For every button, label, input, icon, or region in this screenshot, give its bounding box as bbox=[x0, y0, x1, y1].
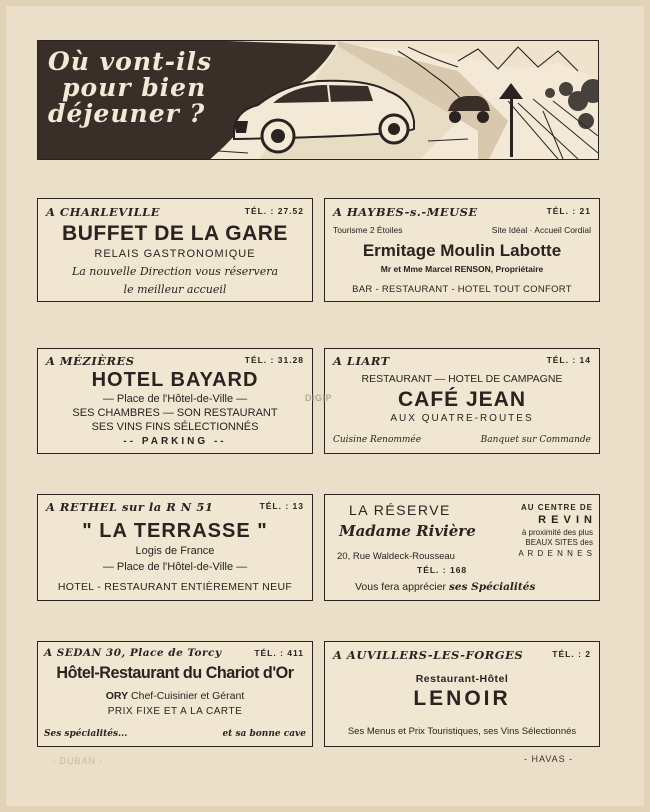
ad-owner: Mr et Mme Marcel RENSON, Propriétaire bbox=[380, 264, 544, 274]
ad-left-note: Tourisme 2 Étoiles bbox=[333, 225, 403, 235]
ad-right-note: Site Idéal · Accueil Cordial bbox=[491, 225, 591, 235]
ad-buffet-de-la-gare bbox=[37, 198, 313, 302]
ad-la-terrasse bbox=[37, 494, 313, 601]
ad-address: 20, Rue Waldeck-Rousseau bbox=[337, 551, 455, 562]
ad-subtitle: Restaurant-Hôtel bbox=[415, 673, 509, 685]
ad-line-1 bbox=[38, 690, 312, 702]
ad-line-1: — Place de l'Hôtel-de-Ville — bbox=[102, 561, 248, 573]
ad-telephone: TÉL. : 27.52 bbox=[244, 206, 304, 216]
footer-right: - HAVAS - bbox=[524, 754, 574, 764]
banner-line-2: pour bien bbox=[62, 73, 207, 102]
ad-name: Hôtel-Restaurant du Chariot d'Or bbox=[56, 663, 294, 682]
ad-subtitle: Logis de France bbox=[135, 545, 215, 557]
ad-chef-name: ORY bbox=[105, 690, 129, 702]
ad-la-reserve bbox=[324, 494, 600, 601]
ad-telephone: TÉL. : 411 bbox=[254, 648, 304, 658]
ad-telephone: TÉL. : 13 bbox=[259, 501, 304, 511]
ad-telephone: TÉL. : 2 bbox=[552, 649, 591, 659]
ad-right-note: et sa bonne cave bbox=[222, 729, 306, 739]
ad-line-3: SES VINS FINS SÉLECTIONNÉS bbox=[91, 421, 259, 433]
ad-lenoir bbox=[324, 641, 600, 747]
ad-bottom-line: Ses Menus et Prix Touristiques, ses Vins Sélectionnés bbox=[347, 726, 577, 737]
ad-name: LENOIR bbox=[413, 687, 511, 710]
ad-right-line-1: AU CENTRE DE bbox=[520, 503, 593, 512]
banner-title bbox=[48, 49, 248, 127]
ad-place: A SEDAN 30, Place de Torcy bbox=[44, 647, 222, 659]
ad-subtitle: AUX QUATRE-ROUTES bbox=[390, 413, 534, 424]
ad-telephone: TÉL. : 21 bbox=[546, 206, 591, 216]
ad-left-note: Cuisine Renommée bbox=[333, 435, 422, 445]
ad-chef-role: Chef-Cuisinier et Gérant bbox=[131, 690, 245, 702]
ad-right-line-4: BEAUX SITES des bbox=[525, 538, 593, 547]
ad-line-2: PRIX FIXE ET A LA CARTE bbox=[107, 706, 243, 717]
ad-place: A MÉZIÈRES bbox=[46, 354, 135, 368]
ad-bottom-line bbox=[355, 581, 535, 593]
banner-illustration bbox=[37, 40, 599, 160]
ad-line-2: le meilleur accueil bbox=[123, 283, 227, 296]
ad-place: A RETHEL sur la R N 51 bbox=[46, 500, 214, 514]
ad-bottom-specialites: ses Spécialités bbox=[448, 581, 536, 593]
ad-right-line-5: A R D E N N E S bbox=[518, 549, 593, 558]
ad-subtitle: RELAIS GASTRONOMIQUE bbox=[94, 248, 256, 260]
ad-line-2: SES CHAMBRES — SON RESTAURANT bbox=[72, 407, 278, 419]
ad-line-1: La nouvelle Direction vous réservera bbox=[71, 265, 279, 278]
ad-line-1: RESTAURANT — HOTEL DE CAMPAGNE bbox=[361, 373, 563, 385]
ad-bottom-line: HOTEL - RESTAURANT ENTIÈREMENT NEUF bbox=[57, 581, 293, 593]
ad-place: A LIART bbox=[333, 354, 390, 368]
ad-right-line-2: R E V I N bbox=[538, 514, 593, 526]
footer-left: - DUBAN - bbox=[52, 756, 104, 766]
ad-ermitage-moulin-labotte bbox=[324, 198, 600, 302]
banner-line-3: déjeuner ? bbox=[48, 99, 206, 128]
ad-bottom-text: Vous fera apprécier bbox=[355, 581, 447, 593]
ad-line-1: — Place de l'Hôtel-de-Ville — bbox=[102, 393, 248, 405]
ad-name: BUFFET DE LA GARE bbox=[62, 222, 288, 245]
ad-name: CAFÉ JEAN bbox=[397, 388, 527, 411]
ad-cafe-jean bbox=[324, 348, 600, 454]
library-stamp: DIGIP bbox=[305, 393, 333, 403]
ad-bottom-line: BAR - RESTAURANT - HOTEL TOUT CONFORT bbox=[352, 284, 572, 295]
ad-hotel-bayard bbox=[37, 348, 313, 454]
ad-left-note: Ses spécialités... bbox=[44, 729, 128, 739]
ad-name: Ermitage Moulin Labotte bbox=[362, 241, 562, 260]
ad-place: A CHARLEVILLE bbox=[46, 205, 161, 219]
ad-telephone: TÉL. : 31.28 bbox=[244, 355, 304, 365]
ad-right-note: Banquet sur Commande bbox=[480, 435, 591, 445]
ad-place: A AUVILLERS-LES-FORGES bbox=[333, 648, 524, 662]
ad-place: A HAYBES-s.-MEUSE bbox=[333, 205, 478, 219]
ad-title: LA RÉSERVE bbox=[349, 502, 451, 518]
ad-name: " LA TERRASSE " bbox=[82, 520, 268, 542]
ad-telephone: TÉL. : 168 bbox=[417, 565, 468, 575]
ad-chariot-d-or bbox=[37, 641, 313, 747]
ad-name: HOTEL BAYARD bbox=[91, 369, 259, 391]
ad-telephone: TÉL. : 14 bbox=[546, 355, 591, 365]
ad-line-4: -- PARKING -- bbox=[123, 436, 227, 447]
ad-name: Madame Rivière bbox=[339, 522, 476, 540]
banner-line-1: Où vont-ils bbox=[48, 47, 213, 76]
ad-right-line-3: à proximité des plus bbox=[521, 528, 593, 537]
